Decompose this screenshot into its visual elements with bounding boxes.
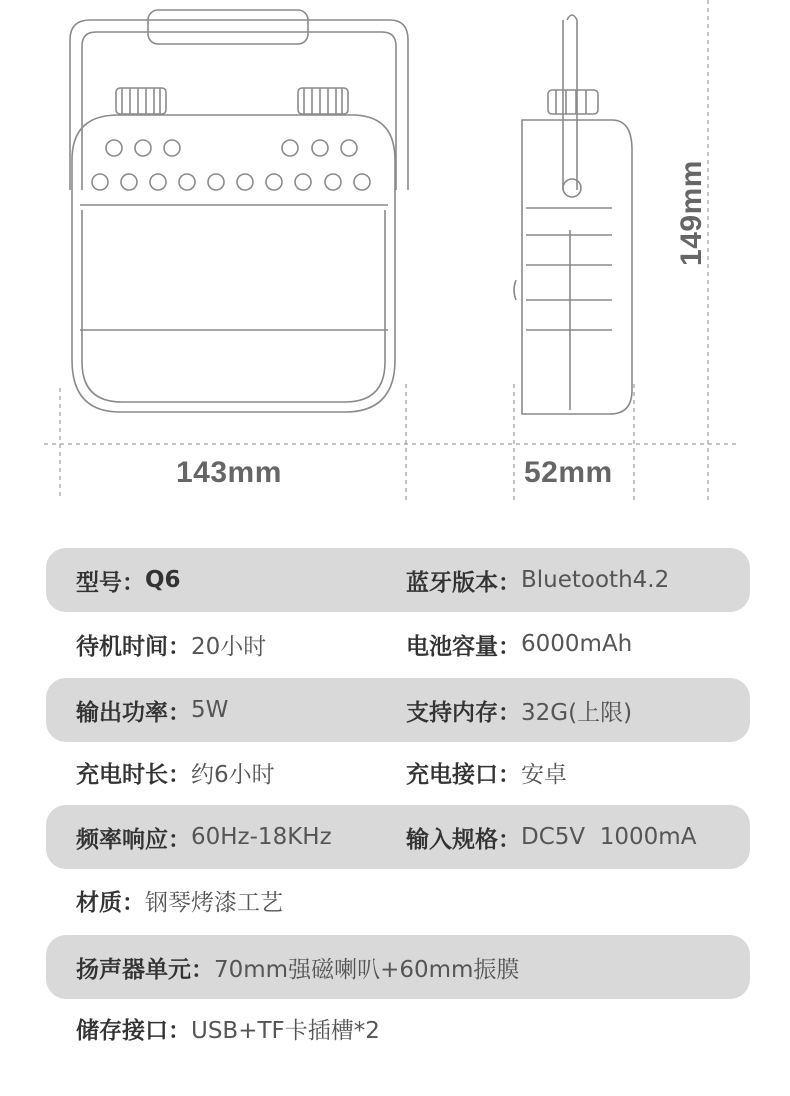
spec-label: 电池容量： xyxy=(406,633,521,660)
spec-bluetooth xyxy=(406,548,669,612)
spec-label: 支持内存： xyxy=(406,699,521,726)
spec-label: 型号： xyxy=(76,569,145,596)
spec-value: 约6小时 xyxy=(191,761,275,788)
front-handle xyxy=(70,10,408,190)
spec-label: 频率响应： xyxy=(76,826,191,853)
spec-value: 20小时 xyxy=(191,633,267,660)
spec-charge-port xyxy=(406,740,567,804)
spec-battery xyxy=(406,612,632,676)
spec-standby xyxy=(76,612,266,676)
spec-row xyxy=(46,548,750,612)
spec-label: 输入规格： xyxy=(406,826,521,853)
spec-row xyxy=(46,805,750,869)
spec-value: USB+TF卡插槽*2 xyxy=(191,1017,380,1044)
spec-model xyxy=(76,548,181,612)
spec-row xyxy=(46,935,750,999)
spec-label: 待机时间： xyxy=(76,633,191,660)
front-buttons xyxy=(92,140,370,190)
spec-label: 扬声器单元： xyxy=(76,956,214,983)
spec-value: Q6 xyxy=(145,567,181,593)
spec-power xyxy=(76,678,228,742)
spec-row xyxy=(46,868,750,932)
spec-row xyxy=(46,740,750,804)
front-knob-left xyxy=(116,88,166,114)
spec-label: 充电接口： xyxy=(406,761,521,788)
side-view xyxy=(514,15,632,414)
spec-label: 材质： xyxy=(76,889,145,916)
spec-value: DC5V 1000mA xyxy=(521,824,697,850)
spec-row xyxy=(46,612,750,676)
spec-value: 6000mAh xyxy=(521,631,633,657)
spec-label: 充电时长： xyxy=(76,761,191,788)
width-dimension-label: 143mm xyxy=(176,456,282,489)
height-dimension-label: 149mm xyxy=(675,160,708,266)
depth-dimension-label: 52mm xyxy=(524,456,613,489)
spec-memory xyxy=(406,678,632,742)
spec-value: Bluetooth4.2 xyxy=(521,567,670,593)
spec-value: 32G(上限) xyxy=(521,699,633,726)
front-body xyxy=(72,115,395,412)
product-line-drawing xyxy=(0,0,790,520)
spec-storage xyxy=(76,996,380,1060)
spec-value: 70mm强磁喇叭+60mm振膜 xyxy=(214,956,520,983)
spec-frequency xyxy=(76,805,332,869)
spec-label: 储存接口： xyxy=(76,1017,191,1044)
spec-material xyxy=(76,868,283,932)
spec-row xyxy=(46,678,750,742)
spec-row xyxy=(46,996,750,1060)
spec-label: 蓝牙版本： xyxy=(406,569,521,596)
spec-value: 安卓 xyxy=(521,761,567,788)
spec-value: 5W xyxy=(191,697,229,723)
spec-value: 60Hz-18KHz xyxy=(191,824,332,850)
spec-speaker xyxy=(76,935,519,999)
spec-label: 输出功率： xyxy=(76,699,191,726)
spec-value: 钢琴烤漆工艺 xyxy=(145,889,283,916)
spec-charge-time xyxy=(76,740,275,804)
spec-input xyxy=(406,805,696,869)
front-knob-right xyxy=(298,88,348,114)
